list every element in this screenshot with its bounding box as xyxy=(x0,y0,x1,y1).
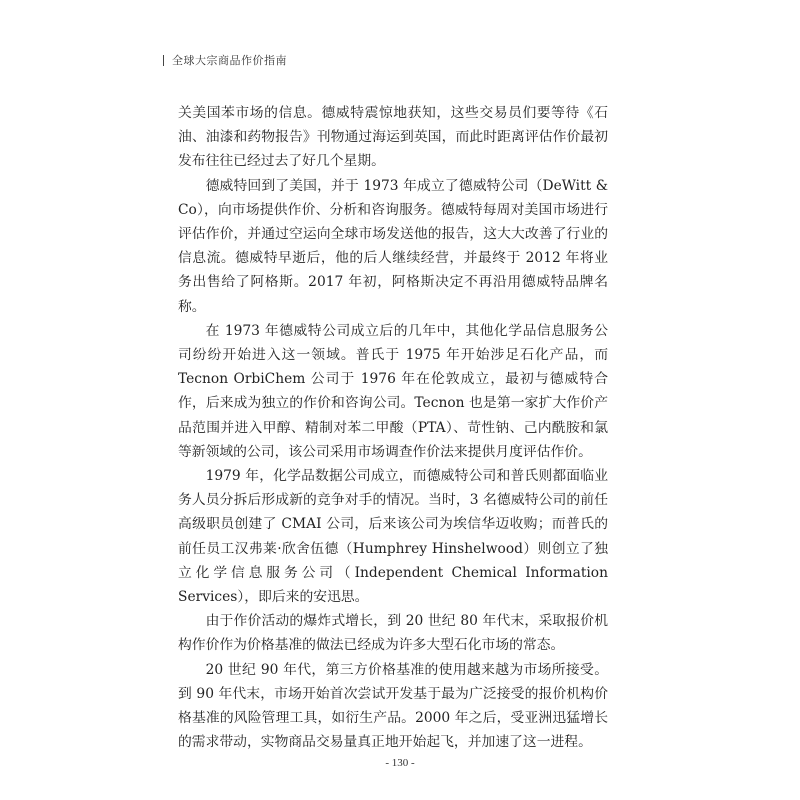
running-header xyxy=(163,52,287,68)
page-number: - 130 - xyxy=(385,757,415,769)
paragraph: 1979 年，化学品数据公司成立，而德威特公司和普氏则都面临业务人员分拆后形成新的竞争对手的情况。当时，3 名德威特公司的前任高级职员创建了 CMAI 公司，后来该公司为埃信华迈收购；而普氏的前任员工汉弗莱·欣舍伍德（Humphrey Hinshelwood）则创立了独立化学信息服务公司（Independent Chemical Information Services），即后来的安迅思。 xyxy=(178,468,608,606)
running-title: 全球大宗商品作价指南 xyxy=(172,54,287,67)
paragraph: 由于作价活动的爆炸式增长，到 20 世纪 80 年代末，采取报价机构作价作为价格基准的做法已经成为许多大型石化市场的常态。 xyxy=(178,613,608,654)
paragraph: 德威特回到了美国，并于 1973 年成立了德威特公司（DeWitt & Co），向市场提供作价、分析和咨询服务。德威特每周对美国市场进行评估作价，并通过空运向全球市场发送他的报告，这大大改善了行业的信息流。德威特早逝后，他的后人继续经营，并最终于 2012 年将业务出售给了阿格斯。2017 年初，阿格斯决定不再沿用德威特品牌名称。 xyxy=(178,177,608,315)
body-text xyxy=(178,101,608,754)
paragraph: 20 世纪 90 年代，第三方价格基准的使用越来越为市场所接受。到 90 年代末，市场开始首次尝试开发基于最为广泛接受的报价机构价格基准的风险管理工具，如衍生产品。2000 年之后，受亚洲迅猛增长的需求带动，实物商品交易量真正地开始起飞，并加速了这一进程。 xyxy=(178,661,608,751)
header-divider xyxy=(163,55,164,66)
paragraph-continued: 关美国苯市场的信息。德威特震惊地获知，这些交易员们要等待《石油、油漆和药物报告》刊物通过海运到英国，而此时距离评估作价最初发布往往已经过去了好几个星期。 xyxy=(178,105,608,170)
paragraph: 在 1973 年德威特公司成立后的几年中，其他化学品信息服务公司纷纷开始进入这一领域。普氏于 1975 年开始涉足石化产品，而 Tecnon OrbiChem 公司于 1976 年在伦敦成立，最初与德威特合作，后来成为独立的作价和咨询公司。Tecnon 也是第一家扩大作价产品范围并进入甲醇、精制对苯二甲酸（PTA）、苛性钠、己内酰胺和氯等新领域的公司，该公司采用市场调查作价法来提供月度评估作价。 xyxy=(178,322,608,460)
